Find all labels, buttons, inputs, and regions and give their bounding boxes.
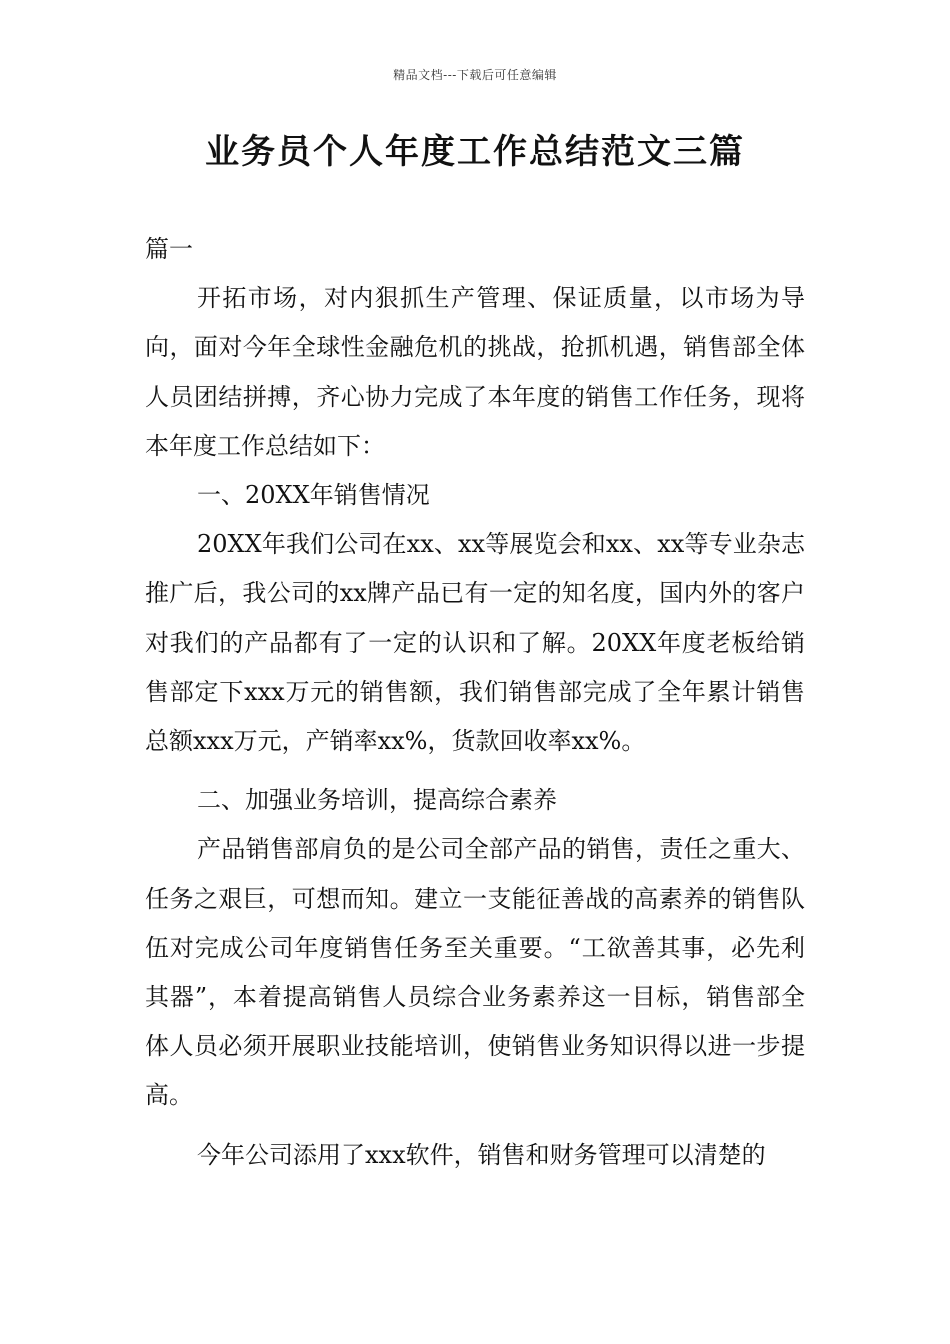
header-note: 精品文档---下载后可任意编辑 — [393, 68, 557, 82]
document-title: 业务员个人年度工作总结范文三篇 — [205, 132, 745, 172]
paragraph-sales-situation: 20XX年我们公司在xx、xx等展览会和xx、xx等专业杂志推广后，我公司的xx牌产品已有一定的知名度，国内外的客户对我们的产品都有了一定的认识和了解。20XX年度老板给销售部定下xxx万元的销售额，我们销售部完成了全年累计销售总额xxx万元，产销率xx%，货款回收率xx%。 — [145, 530, 805, 756]
section-label-part-one: 篇一 — [145, 235, 193, 263]
paragraph-intro: 开拓市场，对内狠抓生产管理、保证质量，以市场为导向，面对今年全球性金融危机的挑战，抢抓机遇，销售部全体人员团结拼搏，齐心协力完成了本年度的销售工作任务，现将本年度工作总结如下： — [145, 284, 805, 460]
paragraph-software: 今年公司添用了xxx软件，销售和财务管理可以清楚的 — [197, 1140, 766, 1169]
document-body — [145, 225, 805, 1180]
heading-sales-situation: 一、20XX年销售情况 — [197, 481, 430, 510]
heading-training: 二、加强业务培训，提高综合素养 — [197, 786, 557, 815]
paragraph-training: 产品销售部肩负的是公司全部产品的销售，责任之重大、任务之艰巨，可想而知。建立一支能征善战的高素养的销售队伍对完成公司年度销售任务至关重要。“工欲善其事，必先利其器”，本着提高销售人员综合业务素养这一目标，销售部全体人员必须开展职业技能培训，使销售业务知识得以进一步提高。 — [145, 835, 805, 1110]
